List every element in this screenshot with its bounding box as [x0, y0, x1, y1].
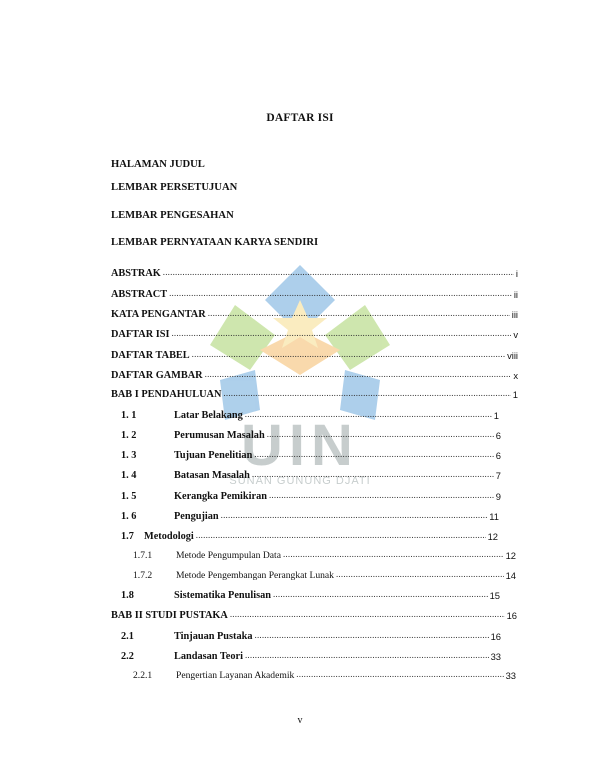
- toc-number: 2.2.1: [133, 670, 153, 681]
- dot-leader: [269, 490, 494, 501]
- dot-leader: [245, 650, 489, 661]
- toc-label: KATA PENGANTAR: [111, 309, 206, 320]
- toc-number: 1. 4: [121, 470, 137, 481]
- toc-label: Pengujian: [174, 511, 219, 522]
- dot-leader: [296, 669, 503, 680]
- toc-page: 1: [493, 410, 499, 421]
- toc-page: 15: [489, 590, 500, 601]
- toc-label: DAFTAR TABEL: [111, 350, 190, 361]
- toc-label: BAB I PENDAHULUAN: [111, 389, 222, 400]
- toc-page: i: [515, 268, 518, 279]
- toc-entry[interactable]: [121, 427, 501, 441]
- toc-entry[interactable]: [111, 286, 518, 300]
- svg-text:SUNAN GUNUNG DJATI: SUNAN GUNUNG DJATI: [229, 475, 371, 487]
- page-number: v: [297, 715, 303, 726]
- toc-page: v: [513, 329, 518, 340]
- prelim-heading: HALAMAN JUDUL: [111, 159, 205, 170]
- toc-entry[interactable]: [111, 607, 517, 621]
- dot-leader: [163, 267, 514, 278]
- dot-leader: [245, 409, 492, 420]
- toc-label: Landasan Teori: [174, 651, 243, 662]
- toc-page: 16: [490, 631, 501, 642]
- dot-leader: [273, 589, 488, 600]
- dot-leader: [254, 449, 493, 460]
- toc-label: Pengertian Layanan Akademik: [176, 670, 295, 681]
- toc-number: 1. 5: [121, 491, 137, 502]
- toc-page: 9: [495, 491, 501, 502]
- toc-page: 33: [490, 651, 501, 662]
- dot-leader: [171, 328, 511, 339]
- toc-page: 1: [512, 389, 518, 400]
- toc-label: Batasan Masalah: [174, 470, 250, 481]
- toc-number: 1. 6: [121, 511, 137, 522]
- prelim-heading: LEMBAR PERNYATAAN KARYA SENDIRI: [111, 237, 319, 248]
- dot-leader: [336, 569, 504, 580]
- toc-entry[interactable]: [133, 667, 516, 681]
- toc-page: 6: [495, 450, 501, 461]
- prelim-heading: LEMBAR PENGESAHAN: [111, 210, 234, 221]
- toc-entry[interactable]: [111, 367, 518, 381]
- toc-entry[interactable]: [121, 407, 499, 421]
- toc-page: 16: [506, 610, 517, 621]
- toc-page: 12: [487, 531, 498, 542]
- toc-entry[interactable]: [121, 587, 500, 601]
- toc-entry[interactable]: [111, 326, 518, 340]
- dot-leader: [230, 609, 505, 620]
- toc-entry[interactable]: [121, 447, 501, 461]
- toc-label: ABSTRACT: [111, 289, 168, 300]
- toc-entry[interactable]: [121, 648, 501, 662]
- toc-label: Perumusan Masalah: [174, 430, 265, 441]
- toc-entry[interactable]: [121, 467, 501, 481]
- toc-number: 1. 3: [121, 450, 137, 461]
- toc-entry[interactable]: [121, 628, 501, 642]
- page-title: DAFTAR ISI: [266, 112, 334, 124]
- toc-number: 1.7.1: [133, 550, 153, 561]
- prelim-heading: LEMBAR PERSETUJUAN: [111, 182, 238, 193]
- toc-entry[interactable]: [121, 488, 501, 502]
- dot-leader: [252, 469, 494, 480]
- toc-page: 12: [505, 550, 516, 561]
- dot-leader: [208, 308, 510, 319]
- dot-leader: [221, 510, 488, 521]
- toc-entry[interactable]: [111, 306, 518, 320]
- dot-leader: [169, 288, 512, 299]
- dot-leader: [223, 388, 510, 399]
- toc-page: 11: [489, 511, 499, 522]
- toc-label: Latar Belakang: [174, 410, 243, 421]
- toc-label: Kerangka Pemikiran: [174, 491, 267, 502]
- toc-page: 6: [495, 430, 501, 441]
- dot-leader: [255, 630, 489, 641]
- dot-leader: [196, 530, 486, 541]
- toc-number: 2.1: [121, 631, 134, 642]
- toc-page: viii: [507, 350, 518, 361]
- toc-entry[interactable]: [133, 567, 516, 581]
- toc-page: 7: [495, 470, 501, 481]
- toc-number: 1. 2: [121, 430, 137, 441]
- toc-number: 1.7.2: [133, 570, 153, 581]
- toc-label: DAFTAR GAMBAR: [111, 370, 203, 381]
- toc-label: Sistematika Penulisan: [174, 590, 271, 601]
- toc-entry[interactable]: [133, 547, 516, 561]
- dot-leader: [283, 549, 504, 560]
- toc-entry[interactable]: [111, 386, 518, 400]
- toc-entry[interactable]: [111, 347, 518, 361]
- toc-page: ii: [513, 289, 518, 300]
- dot-leader: [205, 369, 512, 380]
- toc-label: Metode Pengembangan Perangkat Lunak: [176, 570, 334, 581]
- svg-text:UIN: UIN: [241, 413, 359, 478]
- toc-label: Tinjauan Pustaka: [174, 631, 253, 642]
- dot-leader: [192, 349, 505, 360]
- toc-page: x: [513, 370, 518, 381]
- dot-leader: [267, 429, 494, 440]
- toc-entry[interactable]: [111, 265, 518, 279]
- toc-label: ABSTRAK: [111, 268, 161, 279]
- toc-label: Metodologi: [144, 531, 194, 542]
- toc-label: DAFTAR ISI: [111, 329, 170, 340]
- toc-entry[interactable]: [121, 508, 499, 522]
- toc-entry[interactable]: [121, 528, 498, 542]
- toc-page: 14: [505, 570, 516, 581]
- toc-page: 33: [505, 670, 516, 681]
- toc-number: 1.7: [121, 531, 134, 542]
- toc-page: iii: [511, 309, 518, 320]
- toc-label: Tujuan Penelitian: [174, 450, 253, 461]
- toc-number: 2.2: [121, 651, 134, 662]
- toc-number: 1. 1: [121, 410, 137, 421]
- toc-number: 1.8: [121, 590, 134, 601]
- toc-label: Metode Pengumpulan Data: [176, 550, 281, 561]
- toc-label: BAB II STUDI PUSTAKA: [111, 610, 228, 621]
